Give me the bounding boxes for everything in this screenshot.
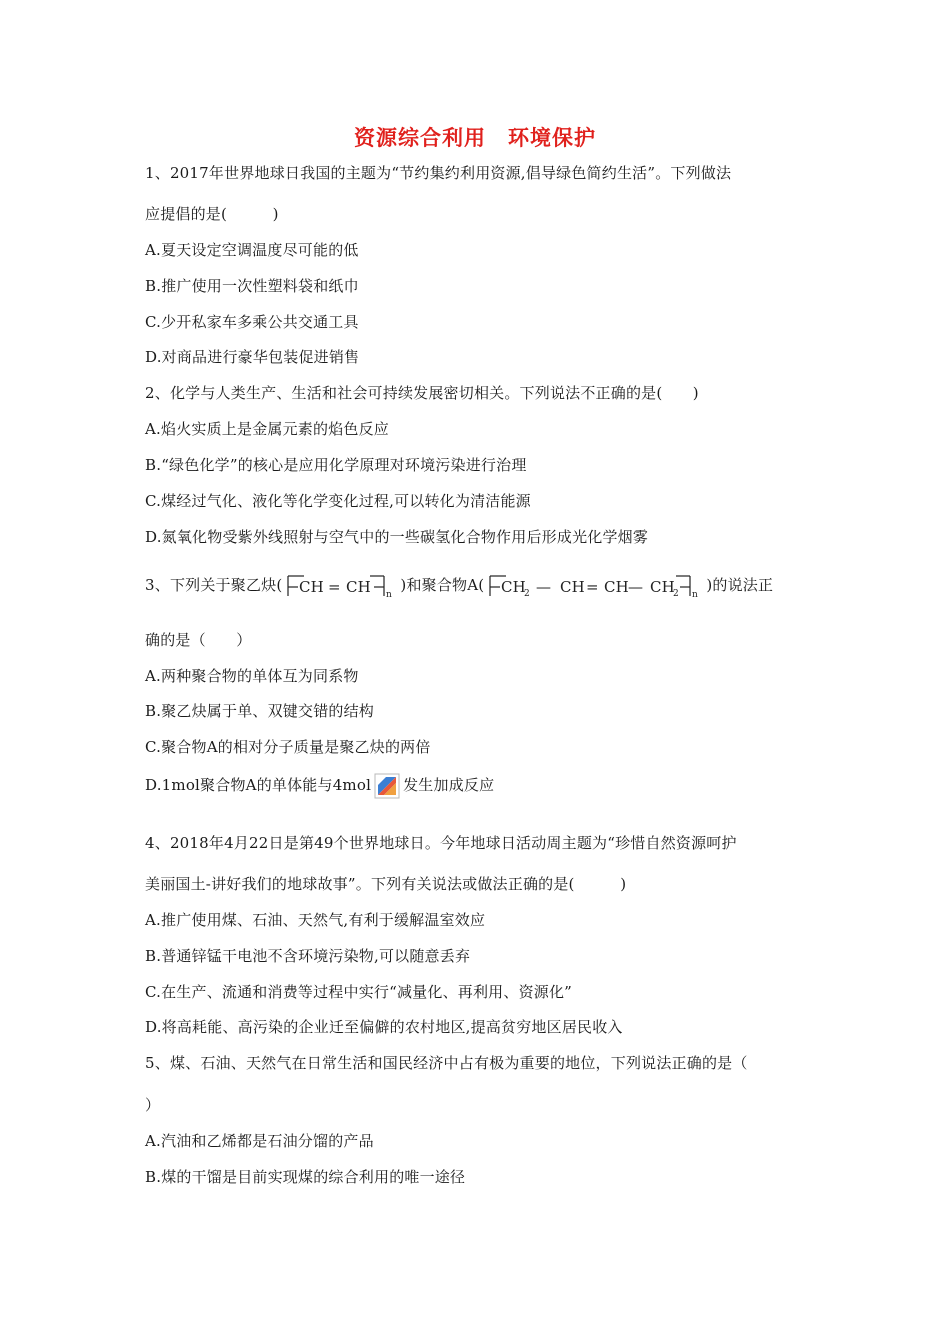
svg-text:CH: CH	[346, 578, 372, 596]
svg-text:n: n	[386, 590, 393, 600]
svg-text:CH: CH	[299, 578, 325, 596]
q1-option-d: D.对商品进行豪华包装促进销售	[145, 348, 360, 366]
q2-option-a: A.焰火实质上是金属元素的焰色反应	[145, 420, 390, 438]
q3-option-a: A.两种聚合物的单体互为同系物	[145, 667, 359, 685]
svg-text:CH: CH	[604, 578, 630, 596]
q1-stem-line2: 应提倡的是( )	[145, 205, 279, 223]
q4-option-a: A.推广使用煤、石油、天然气,有利于缓解温室效应	[145, 911, 486, 929]
svg-text:n: n	[692, 590, 699, 600]
q3-option-d-part2: 发生加成反应	[403, 776, 495, 794]
svg-text:2: 2	[524, 589, 531, 599]
q1-option-b: B.推广使用一次性塑料袋和纸巾	[145, 277, 359, 295]
q3-stem-part3: )的说法正	[706, 576, 774, 594]
q1-option-c: C.少开私家车多乘公共交通工具	[145, 313, 359, 331]
polymer-a-formula	[484, 571, 706, 601]
q5-stem-line1: 5、煤、石油、天然气在日常生活和国民经济中占有极为重要的地位，下列说法正确的是（	[145, 1054, 748, 1072]
page-title: 资源综合利用 环境保护	[354, 126, 596, 150]
q2-option-d: D.氮氧化物受紫外线照射与空气中的一些碳氢化合物作用后形成光化学烟雾	[145, 528, 649, 546]
svg-text:2: 2	[673, 589, 680, 599]
svg-text:=: =	[328, 578, 342, 596]
q2-option-b: B.“绿色化学”的核心是应用化学原理对环境污染进行治理	[145, 456, 527, 474]
q3-option-d	[145, 771, 494, 799]
q5-option-a: A.汽油和乙烯都是石油分馏的产品	[145, 1132, 374, 1150]
q3-option-d-part1: D.1mol聚合物A的单体能与4mol	[145, 776, 372, 794]
q4-option-c: C.在生产、流通和消费等过程中实行“减量化、再利用、资源化”	[145, 983, 573, 1001]
q5-option-b: B.煤的干馏是目前实现煤的综合利用的唯一途径	[145, 1168, 466, 1186]
svg-text:=: =	[586, 578, 600, 596]
svg-text:—: —	[536, 578, 552, 596]
svg-text:CH: CH	[560, 578, 586, 596]
svg-text:CH: CH	[650, 578, 676, 596]
q5-stem-line2: ）	[145, 1096, 161, 1114]
q2-option-c: C.煤经过气化、液化等化学变化过程,可以转化为清洁能源	[145, 492, 531, 510]
q4-option-b: B.普通锌锰干电池不含环境污染物,可以随意丢弃	[145, 947, 471, 965]
q1-stem-line1: 1、2017年世界地球日我国的主题为“节约集约利用资源,倡导绿色简约生活”。下列做法	[145, 164, 732, 182]
q2-stem: 2、化学与人类生产、生活和社会可持续发展密切相关。下列说法不正确的是( )	[145, 384, 699, 402]
q3-stem-line2: 确的是（ ）	[145, 631, 252, 649]
q4-option-d: D.将高耗能、高污染的企业迁至偏僻的农村地区,提高贫穷地区居民收入	[145, 1018, 623, 1036]
q4-stem-line2: 美丽国土-讲好我们的地球故事”。下列有关说法或做法正确的是( )	[145, 875, 627, 893]
q1-option-a: A.夏天设定空调温度尽可能的低	[145, 241, 359, 259]
q3-stem-line1	[145, 570, 773, 601]
svg-text:—: —	[628, 578, 644, 596]
q3-stem-part1: 3、下列关于聚乙炔(	[145, 576, 283, 594]
q3-option-b: B.聚乙炔属于单、双键交错的结构	[145, 702, 374, 720]
q4-stem-line1: 4、2018年4月22日是第49个世界地球日。今年地球日活动周主题为“珍惜自然资源呵护	[145, 834, 737, 852]
q3-option-c: C.聚合物A的相对分子质量是聚乙炔的两倍	[145, 738, 431, 756]
svg-text:CH: CH	[501, 578, 527, 596]
polyacetylene-formula	[282, 571, 400, 601]
broken-image-icon	[374, 773, 400, 799]
q3-stem-part2: )和聚合物A(	[400, 576, 485, 594]
